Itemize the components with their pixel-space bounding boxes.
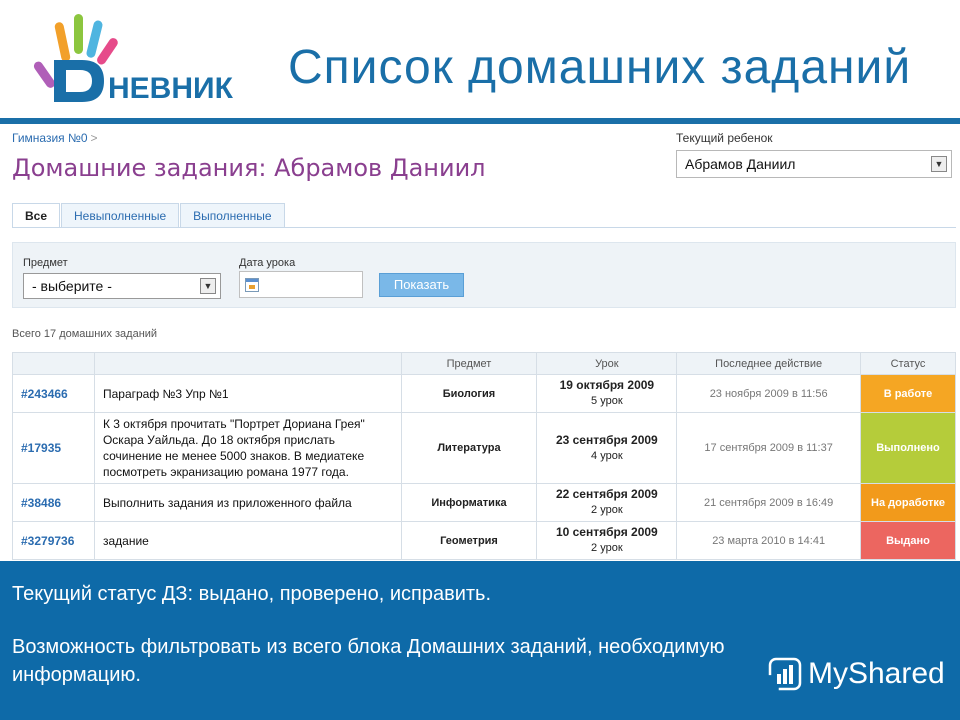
tabs-underline	[12, 227, 956, 228]
total-count: Всего 17 домашних заданий	[12, 328, 158, 340]
column-header-status[interactable]: Статус	[861, 353, 956, 375]
page-title: Домашние задания: Абрамов Даниил	[12, 154, 486, 182]
status-badge: Выдано	[861, 522, 956, 560]
homework-subject: Геометрия	[401, 522, 537, 560]
homework-description: Параграф №3 Упр №1	[94, 375, 401, 413]
filter-panel	[12, 242, 956, 308]
chevron-down-icon[interactable]: ▼	[200, 278, 216, 294]
header-divider	[0, 118, 960, 124]
homework-lesson	[537, 413, 677, 484]
homework-description: К 3 октября прочитать "Портрет Дориана Грея" Оскара Уайльда. До 18 октября прислать сочинение не менее 5000 знаков. В медиатеке посмотреть экранизацию романа 1977 года.	[94, 413, 401, 484]
lesson-number: 2 урок	[591, 542, 623, 554]
subject-label: Предмет	[23, 257, 68, 269]
current-child-select[interactable]	[676, 150, 952, 178]
status-badge: В работе	[861, 375, 956, 413]
tab-all[interactable]: Все	[12, 203, 60, 228]
homework-id-link[interactable]: #38486	[13, 484, 95, 522]
tab-bar	[12, 203, 286, 228]
homework-subject: Биология	[401, 375, 537, 413]
homework-table	[12, 352, 956, 560]
lesson-number: 5 урок	[591, 395, 623, 407]
lesson-number: 2 урок	[591, 504, 623, 516]
myshared-text: MyShared	[808, 657, 945, 690]
breadcrumb	[12, 131, 98, 145]
homework-lesson	[537, 375, 677, 413]
table-row	[13, 522, 956, 560]
homework-lesson	[537, 522, 677, 560]
column-header-lesson[interactable]: Урок	[537, 353, 677, 375]
caption-overlay	[0, 561, 960, 720]
date-input[interactable]	[239, 271, 363, 298]
caption-line-1: Текущий статус ДЗ: выдано, проверено, исправить.	[12, 583, 492, 605]
last-action: 21 сентября 2009 в 16:49	[677, 484, 861, 522]
breadcrumb-separator: >	[90, 131, 98, 145]
homework-subject: Информатика	[401, 484, 537, 522]
last-action: 23 ноября 2009 в 11:56	[677, 375, 861, 413]
current-child-value: Абрамов Даниил	[685, 156, 796, 172]
homework-id-link[interactable]: #17935	[13, 413, 95, 484]
slide-header	[0, 0, 960, 118]
lesson-date: 19 октября 2009	[559, 378, 655, 392]
lesson-date: 10 сентября 2009	[555, 525, 658, 539]
homework-description: Выполнить задания из приложенного файла	[94, 484, 401, 522]
table-header-row	[13, 353, 956, 375]
column-header-desc	[94, 353, 401, 375]
tab-completed[interactable]: Выполненные	[180, 203, 284, 228]
status-badge: На доработке	[861, 484, 956, 522]
homework-lesson	[537, 484, 677, 522]
tab-incomplete[interactable]: Невыполненные	[61, 203, 179, 228]
breadcrumb-school-link[interactable]: Гимназия №0	[12, 131, 88, 145]
last-action: 23 марта 2010 в 14:41	[677, 522, 861, 560]
slide-title: Список домашних заданий	[288, 41, 912, 94]
lesson-number: 4 урок	[591, 449, 623, 462]
homework-description: задание	[94, 522, 401, 560]
current-child-label: Текущий ребенок	[676, 131, 773, 145]
lesson-date: 23 сентября 2009	[555, 432, 658, 447]
table-row	[13, 484, 956, 522]
homework-id-link[interactable]: #243466	[13, 375, 95, 413]
myshared-icon	[768, 657, 802, 691]
lesson-date: 22 сентября 2009	[555, 487, 658, 501]
subject-select-value: - выберите -	[32, 278, 112, 294]
logo-wordmark: НЕВНИК	[108, 72, 233, 105]
myshared-watermark	[768, 657, 945, 691]
date-label: Дата урока	[239, 257, 296, 269]
homework-subject: Литература	[401, 413, 537, 484]
calendar-icon[interactable]	[245, 278, 259, 292]
status-badge: Выполнено	[861, 413, 956, 484]
column-header-last-action[interactable]: Последнее действие	[677, 353, 861, 375]
table-row	[13, 375, 956, 413]
column-header-subject[interactable]: Предмет	[401, 353, 537, 375]
caption-line-2: Возможность фильтровать из всего блока Домашних заданий, необходимую информацию.	[12, 636, 725, 686]
table-row	[13, 413, 956, 484]
dnevnik-logo	[28, 10, 238, 105]
column-header-id	[13, 353, 95, 375]
last-action: 17 сентября 2009 в 11:37	[677, 413, 861, 484]
chevron-down-icon[interactable]: ▼	[931, 156, 947, 172]
homework-id-link[interactable]: #3279736	[13, 522, 95, 560]
subject-select[interactable]	[23, 273, 221, 299]
show-button[interactable]: Показать	[379, 273, 464, 297]
